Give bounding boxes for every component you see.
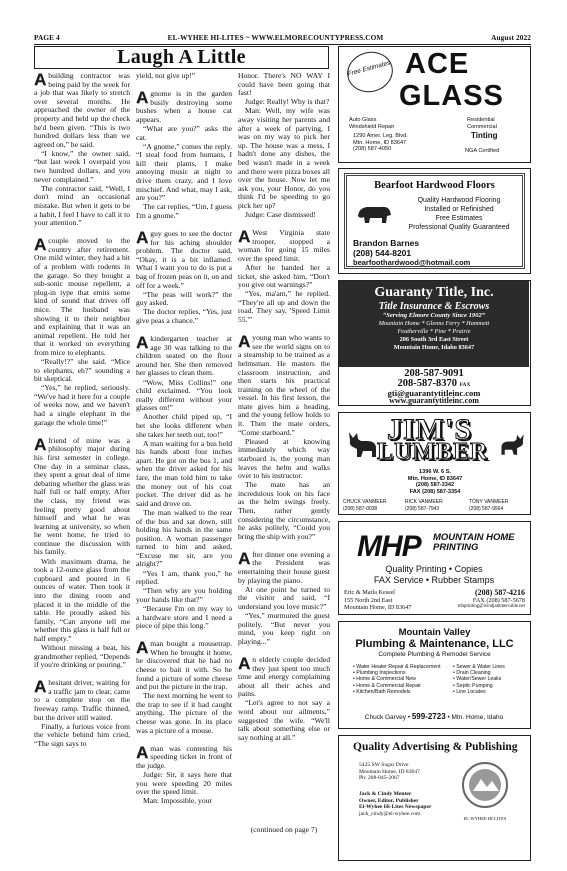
paragraph-text: “A gnome,” comes the reply. “I steal food from humans, I kill their plants, I make annoying music at night to drive them crazy, and I love mischief. And what, may I ask, are you?” xyxy=(136,141,232,203)
guaranty-web: www.guarantytitleinc.com xyxy=(389,396,479,405)
joke-paragraph xyxy=(34,558,130,644)
joke-paragraph xyxy=(136,413,232,439)
paragraph-text: couple moved to the country after retirement. One mild winter, they had a bit of a problem with rodents in the garage. So they bought a sub-sonic mouse repellent, a plug-in type that emits some kind of sound that drives off mice. The husband was showing it to their neighbor and explaining that it was an animal repellent. He told her that it worked on everything from mice to elephants. xyxy=(34,236,130,357)
ad-ace-glass xyxy=(338,46,531,163)
paragraph-text: gnome is in the garden busily destroying some bushes when a house cat appears. xyxy=(136,89,232,124)
ace-services-right xyxy=(467,117,527,130)
mhp-name xyxy=(433,533,515,553)
joke-opening-paragraph xyxy=(238,548,330,585)
mhp-right-info xyxy=(458,589,525,610)
paragraph-text: Man: Well, my wife was away visiting her parents and after a week of partying, I was on my way to pick her up. The house was a mess, I hadn't done any dishes, the bed wasn't made in a week and there were pizza boxes all over the house. Now let me ask you, your Honor, do you think I'd be speeding to go pick her up? xyxy=(238,106,330,210)
paragraph-text: Judge: Really! Why is that? xyxy=(245,97,330,107)
ace-service: Commercial xyxy=(467,123,497,130)
paragraph-text: “Then why are you holding your hands like that?” xyxy=(136,586,232,604)
mhp-left-info xyxy=(344,589,411,612)
mvp-contact-name: Chuck Garvey xyxy=(364,714,406,721)
joke-paragraph xyxy=(136,771,232,797)
paragraph-text: At one point he turned to the visitor and said, “I understand you love music?” xyxy=(238,584,330,611)
joke-paragraph xyxy=(238,481,330,541)
drop-cap: A xyxy=(238,653,251,673)
jims-person-name: TONY VANMEER xyxy=(469,499,509,505)
free-estimates-stamp: Free Estimates xyxy=(343,47,398,98)
joke-paragraph xyxy=(34,150,130,184)
mhp-phone: (208) 587-4216 xyxy=(475,588,525,597)
joke-opening-paragraph xyxy=(238,229,330,263)
bearfoot-service: Free Estimates xyxy=(435,215,483,222)
mvp-service: • Kitchen/Bath Remodels xyxy=(353,688,411,695)
paragraph-text: “Yes, ma'am,” he replied. “They're all up and down the road. They say, 'Speed Limit 55.'” xyxy=(238,289,330,325)
bearfoot-email: bearfoothardwood@hotmail.com xyxy=(353,258,471,267)
paragraph-text: man was contesting his speeding ticket in front of the judge. xyxy=(136,743,232,770)
moose-icon-right xyxy=(499,429,527,464)
joke-paragraph xyxy=(238,438,330,481)
drop-cap: A xyxy=(34,70,47,89)
paragraph-text: With maximum drama, he took a 12-ounce glass from the cupboard and poured in 6 ounces of water. Then took it into the dining room and placed it in the middle of the table. He proudly asked his family, “Can anyone tell me whether this glass is half full or half empty.” xyxy=(34,556,130,643)
ace-address-line: 1290 Amer. Leg. Blvd. xyxy=(353,133,408,139)
paragraph-text: friend of mine was a philosophy major during his first semester in college. One day in a seminar class, they spent a great deal of time debating whether the glass was half full or half empty. After the class, my friend was feeling pretty good about himself and what he was learning at university, so when he went home, he tried to continue the discussion with his family. xyxy=(34,435,130,557)
guaranty-name: Guaranty Title, Inc. xyxy=(374,285,494,300)
newspaper-logo-icon xyxy=(459,761,511,820)
qap-email: jack_cindy@el-wyhee.com xyxy=(359,810,421,817)
paragraph-text: The next morning he went to the trap to see if it had caught anything. The picture of the cheese was gone. In its place was a picture of a mouse. xyxy=(136,691,232,735)
joke-paragraph xyxy=(136,692,232,735)
joke-paragraph xyxy=(136,291,232,308)
paragraph-text: West Virginia state trooper, stopped a woman for going 15 miles over the speed limit. xyxy=(238,228,330,263)
joke-paragraph xyxy=(136,143,232,203)
jims-fax: FAX (208) 587-3354 xyxy=(409,488,461,495)
paragraph-text: “Yes,” murmured the guest politely. “But never you mind, you keep right on playing...” xyxy=(238,611,330,646)
joke-paragraph xyxy=(238,72,330,98)
mvp-service: • Home & Commercial New xyxy=(353,676,416,683)
joke-paragraph xyxy=(238,612,330,646)
mhp-name-2: PRINTING xyxy=(433,542,479,553)
paragraph-text: Man: Impossible, your xyxy=(143,796,212,806)
section-title: Laugh A Little xyxy=(34,46,329,69)
paragraph-text: young man who wants to see the world signs on to a steamship to be trained as a helmsman. He masters the classroom instruction, and then starts his practical training on the wheel of the vessel. In his first lesson, the mate gives him a heading, and the young fellow holds to it. Then the mate orders, “Come starboard.” xyxy=(238,333,330,437)
paragraph-text: Without missing a beat, his grandmother replied, “Depends if you're drinking or pouring.” xyxy=(34,643,130,670)
mvp-service: • Water Heater Repair & Replacement xyxy=(353,664,441,670)
paragraph-text: man bought a mousetrap. When he brought it home, he discovered that he had no cheese to bait it with. So he found a picture of some cheese and put the picture in the trap. xyxy=(136,639,232,692)
joke-paragraph xyxy=(238,211,330,220)
bearfoot-name: Bearfoot Hardwood Floors xyxy=(374,180,495,191)
paragraph-text: “Yes I am, thank you,” he replied. xyxy=(136,568,232,587)
guaranty-towns-2: Featherville * Pine * Prairie xyxy=(397,328,471,335)
mvp-service: • Plumbing Inspections xyxy=(353,670,406,677)
article-column-3 xyxy=(238,72,330,743)
joke-opening-paragraph xyxy=(136,640,232,692)
ad-jims-lumber xyxy=(338,412,531,515)
guaranty-phone-2: 208-587-8370 xyxy=(397,378,457,389)
jims-phone: (208) 587-3342 xyxy=(415,482,455,489)
joke-paragraph xyxy=(34,723,130,749)
mvp-service: • Drain Cleaning xyxy=(453,670,491,677)
mvp-tagline: Complete Plumbing & Remodel Service xyxy=(378,651,491,658)
paragraph-text: building contractor was being paid by the week for a job that was likely to stretch over several months. He approached the owner of the property and held up the check he'd been given. “This is two hundred dollars less than we agreed on,” he said. xyxy=(34,71,130,149)
joke-opening-paragraph xyxy=(136,90,232,124)
drop-cap: A xyxy=(238,548,251,568)
drop-cap: A xyxy=(34,677,47,697)
mvp-name-2: Plumbing & Maintenance, LLC xyxy=(355,638,514,650)
drop-cap: A xyxy=(136,333,149,353)
jims-person-1 xyxy=(343,499,403,512)
joke-opening-paragraph xyxy=(136,335,232,378)
joke-paragraph xyxy=(238,586,330,612)
jims-person-name: CHUCK VANMEER xyxy=(343,499,387,505)
mvp-services-right xyxy=(453,664,505,695)
joke-paragraph xyxy=(136,605,232,631)
joke-opening-paragraph xyxy=(238,334,330,437)
joke-opening-paragraph xyxy=(34,434,130,557)
joke-paragraph xyxy=(136,797,232,806)
paragraph-text: “Because I'm on my way to a hardware store and I need a piece of pipe this long.” xyxy=(136,603,232,631)
mhp-logo: MHP xyxy=(357,530,421,563)
paragraph-text: “Yes,” he replied, seriously. “We've had it here for a couple of weeks now, and we haven't had a single elephant in the garage the whole time!” xyxy=(34,383,130,427)
qap-owners: Jack & Cindy Menter xyxy=(359,791,412,797)
drop-cap: A xyxy=(136,638,149,658)
glass-name: GLASS xyxy=(399,80,504,112)
paragraph-text: After he handed her a ticket, she asked him, “Don't you give out warnings?” xyxy=(238,262,330,290)
jims-address-line: Mtn. Home, ID 83647 xyxy=(407,475,463,482)
moose-icon xyxy=(345,429,379,464)
ace-service: Residential xyxy=(467,117,495,123)
ace-phone: (208) 587-4050 xyxy=(353,146,392,153)
qap-address-line: Mountain Home, ID 83647 xyxy=(359,768,420,775)
paragraph-text: “Wow, Miss Collins!” one child exclaimed. “You look really different without your glasses on!” xyxy=(136,377,232,413)
qap-people xyxy=(359,791,432,817)
guaranty-tagline: Title Insurance & Escrows xyxy=(378,301,490,312)
drop-cap: A xyxy=(136,228,149,247)
jims-person-phone: (208) 587-0038 xyxy=(343,505,378,512)
guaranty-phone-1: 208-587-9091 xyxy=(404,368,464,379)
jims-person-3 xyxy=(469,499,529,512)
article-column-2 xyxy=(136,72,232,806)
paragraph-text: hesitant driver, waiting for a traffic jam to clear, came to a complete stop on the freeway ramp. Traffic thinned, but the driver still waited. xyxy=(34,678,130,722)
qap-address xyxy=(359,762,420,782)
lumber-name: LUMBER xyxy=(377,439,489,465)
drop-cap: A xyxy=(34,235,47,255)
jims-person-2 xyxy=(405,499,465,512)
ad-mountain-valley-plumbing xyxy=(338,621,531,729)
joke-paragraph xyxy=(136,308,232,325)
mhp-fax: FAX (208) 587-5678 xyxy=(472,597,525,604)
qap-paper: El-Wyhee Hi-Lites Newspaper xyxy=(359,804,432,810)
guaranty-email: gti@guarantytitleinc.com xyxy=(387,388,481,398)
joke-paragraph xyxy=(136,379,232,413)
joke-paragraph xyxy=(34,384,130,427)
paragraph-text: Pleased at knowing immediately which way starboard is, the young man leaves the helm and walks over to his instructor. xyxy=(238,436,330,481)
paragraph-text: The mate has an incredulous look on his face as the helm swings freely. Then, rather gently considering the circumstance, he asks politely, “Could you bring the ship with you?” xyxy=(238,480,330,541)
drop-cap: A xyxy=(238,227,251,247)
ace-nga: NGA Certified xyxy=(465,148,500,154)
paragraph-text: Finally, a furious voice from the vehicle behind him cried, “The sign says to xyxy=(34,721,130,748)
mhp-service-2: FAX Service • Rubber Stamps xyxy=(373,575,495,585)
paragraph-text: n elderly couple decided they just spent too much time and energy complaining about all their aches and pains. xyxy=(238,654,330,699)
paragraph-text: “Really!?” she said. “Mice to elephants, eh?” sounding a bit skeptical. xyxy=(34,357,130,384)
mvp-service: • Line Locates xyxy=(453,688,486,695)
guaranty-address-1: 206 South 3rd East Street xyxy=(399,336,469,343)
continued-note-wrap xyxy=(238,826,330,835)
ace-service: Windshield Repair xyxy=(349,123,395,130)
ace-service: Auto Glass xyxy=(349,117,377,123)
paragraph-text: The man walked to the rear of the bus and sat down, still holding his hands in the same position. A woman passenger turned to him and asked, “Excuse me sir, are you alright?” xyxy=(136,507,232,569)
joke-paragraph xyxy=(136,72,232,81)
joke-paragraph xyxy=(34,185,130,228)
ace-address-line: Mtn. Home, ID 83647 xyxy=(353,139,407,146)
paragraph-text: Judge: Sir, it says here that you were speeding 20 miles over the speed limit. xyxy=(136,770,232,797)
jims-address-line: 1396 W. 6 S. xyxy=(418,469,452,475)
paragraph-text: Another child piped up, “I bet she looks different when she takes her teeth out, too!” xyxy=(136,412,232,439)
guaranty-band xyxy=(339,281,529,367)
mvp-service: • Septic Pumping xyxy=(453,682,493,689)
joke-paragraph xyxy=(238,264,330,290)
joke-paragraph xyxy=(34,358,130,384)
qap-address-line: 5425 SW Sugar Drive xyxy=(359,762,409,768)
article-column-1 xyxy=(34,72,130,749)
mhp-address-1: 155 North 2nd East xyxy=(344,596,393,604)
joke-paragraph xyxy=(238,699,330,742)
joke-paragraph xyxy=(136,440,232,509)
joke-opening-paragraph xyxy=(34,72,130,149)
mvp-service: • Home & Commercial Repair xyxy=(353,682,421,689)
joke-paragraph xyxy=(136,125,232,142)
guaranty-towns-1: Mountain Home * Glenns Ferry * Hammett xyxy=(378,320,490,327)
paragraph-text: “Let's agree to not say a word about our ailments,” suggested the wife. “We'll talk about something else or say nothing at all.” xyxy=(238,698,330,742)
paragraph-text: A man waiting for a bus held his hands about four inches apart. He got on the bus 1, and when the driver asked for his fare, the man told him to take the money out of his coat pocket. The driver did as he said and drove on. xyxy=(136,438,232,508)
ad-quality-advertising xyxy=(338,735,531,861)
joke-paragraph xyxy=(136,203,232,220)
issue-date: August 2022 xyxy=(491,33,531,42)
mhp-address-2: Mountain Home, ID 83647 xyxy=(344,604,412,611)
joke-paragraph xyxy=(238,107,330,210)
paragraph-text: Judge: Case dismissed! xyxy=(245,210,316,219)
qap-phone: Ph: 208-845-2067 xyxy=(359,775,400,781)
guaranty-address-2: Mountain Home, Idaho 83647 xyxy=(393,344,475,351)
bear-icon xyxy=(355,200,393,231)
mhp-name-1: MOUNTAIN HOME xyxy=(433,532,515,543)
bearfoot-owner: Brandon Barnes xyxy=(353,238,420,248)
mvp-contact: Chuck Garvey • 599-2723 • Mtn. Home, Idaho xyxy=(364,712,504,721)
mhp-owners: Eric & Marla Kessel xyxy=(344,589,396,596)
jims-name: JIM'S xyxy=(387,413,473,446)
bearfoot-contact xyxy=(353,238,470,268)
mhp-service-1: Quality Printing • Copies xyxy=(385,564,483,574)
paragraph-text: guy goes to see the doctor for his aching shoulder problem. The doctor said, “Okay, it is a bit inflamed. What I want you to do is put a bag of frozen peas on it, on and off for a week.” xyxy=(136,229,232,290)
paragraph-text: The contractor said, “Well, I don't mind an occasional mistake. But when it gets to be a habit, I feel I have to call it to your attention.” xyxy=(34,183,130,228)
page-number: PAGE 4 xyxy=(34,33,60,42)
paragraph-text: “What are you?” asks the cat. xyxy=(136,123,232,142)
bearfoot-service: Installed or Refinished xyxy=(424,206,494,213)
joke-opening-paragraph xyxy=(34,237,130,357)
jims-person-phone: (208) 587-7943 xyxy=(405,505,440,512)
paragraph-text: The cat replies, “Um, I guess I'm a gnome.” xyxy=(136,202,232,220)
continued-note: (continued on page 7) xyxy=(250,825,318,834)
guaranty-fax-label: FAX xyxy=(459,382,471,388)
ad-mountain-home-printing xyxy=(338,521,531,615)
qap-name: Quality Advertising & Publishing xyxy=(353,741,518,753)
ad-guaranty-title xyxy=(338,280,531,406)
paragraph-text: “The peas will work?” the guy asked. xyxy=(136,289,232,308)
joke-paragraph xyxy=(136,587,232,604)
paragraph-text: yield, not give up!” xyxy=(136,71,196,80)
jims-address xyxy=(399,469,471,495)
joke-paragraph xyxy=(238,290,330,324)
mhp-services xyxy=(339,564,529,586)
joke-opening-paragraph xyxy=(34,679,130,722)
joke-paragraph xyxy=(136,570,232,587)
joke-opening-paragraph xyxy=(136,230,232,290)
page-header xyxy=(34,33,531,45)
bearfoot-frame xyxy=(344,173,525,269)
joke-paragraph xyxy=(136,509,232,569)
jims-person-name: RICK VANMEER xyxy=(405,499,443,505)
joke-paragraph xyxy=(34,644,130,670)
mvp-service: • Sewer & Water Lines xyxy=(453,664,505,670)
mvp-service: • Water/Sewer Leaks xyxy=(453,676,502,683)
ad-bearfoot-hardwood xyxy=(338,168,531,274)
bearfoot-services xyxy=(399,196,519,232)
drop-cap: A xyxy=(238,332,251,352)
qap-role: Owner, Editor, Publisher xyxy=(359,797,419,804)
ace-name: ACE xyxy=(405,48,470,80)
bearfoot-service: Professional Quality Guaranteed xyxy=(408,224,510,231)
ace-address xyxy=(353,133,443,153)
paragraph-text: The doctor replies, “Yes, just give peas a chance.” xyxy=(136,307,232,325)
bearfoot-service: Quality Hardwood Flooring xyxy=(417,197,501,204)
ace-services-left xyxy=(349,117,429,130)
drop-cap: A xyxy=(136,742,149,762)
mhp-email: mhprinting@windjammercable.net xyxy=(457,604,525,609)
qap-logo-label: EL-WYHEE HI-LITES xyxy=(463,816,507,821)
drop-cap: A xyxy=(34,434,47,454)
joke-opening-paragraph xyxy=(238,653,330,699)
mvp-services-left xyxy=(353,664,441,695)
mvp-city: Mtn. Home, Idaho xyxy=(451,714,504,721)
bearfoot-phone: (208) 544-8201 xyxy=(353,248,412,258)
mvp-name-1: Mountain Valley xyxy=(398,627,471,638)
masthead: EL-WYHEE HI-LITES ~ WWW.ELMORECOUNTYPRESS.COM xyxy=(167,33,384,42)
ace-tinting: Tinting xyxy=(471,131,498,140)
paragraph-text: Honor. There's NO WAY I could have been going that fast! xyxy=(238,71,330,98)
mvp-phone: 599-2723 xyxy=(411,712,446,721)
drop-cap: A xyxy=(136,88,149,108)
paragraph-text: fter dinner one evening a the President was entertaining their house guest by playing the piano. xyxy=(238,549,330,585)
paragraph-text: “I know,” the owner said, “but last week I overpaid you two hundred dollars, and you never complained.” xyxy=(34,148,130,184)
jims-person-phone: (208) 587-9564 xyxy=(469,505,504,512)
guaranty-serving: “Serving Elmore County Since 1902” xyxy=(382,312,486,319)
paragraph-text: kindergarten teacher at age 30 was talking to the children seated on the floor around her. She then removed her glasses to clean them. xyxy=(136,334,232,378)
joke-opening-paragraph xyxy=(136,742,232,771)
